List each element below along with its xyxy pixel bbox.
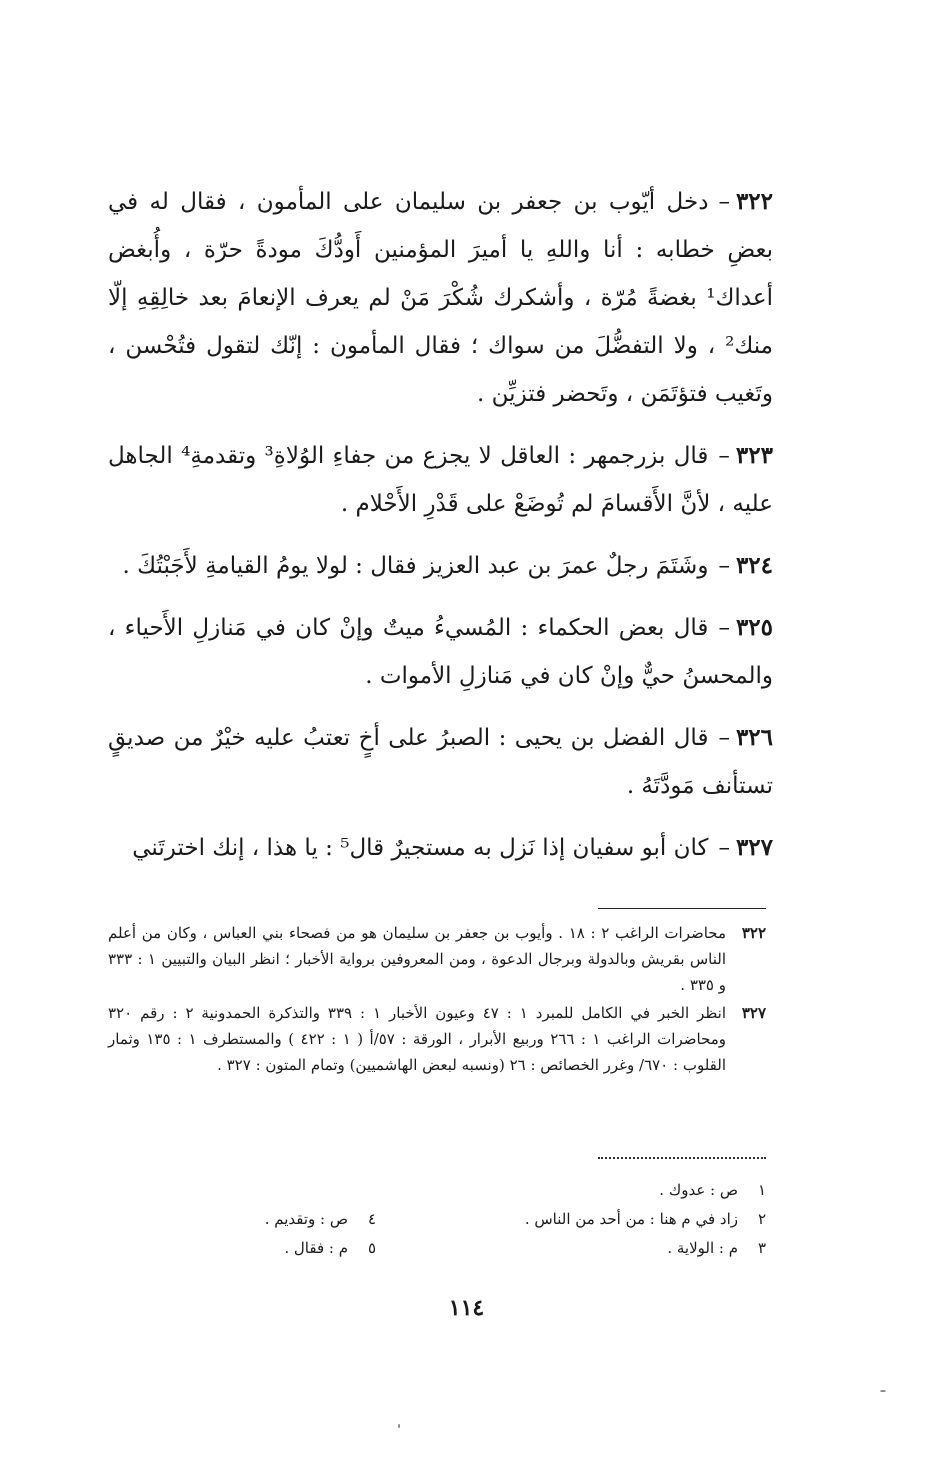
variant-number: ٤ [367, 1210, 376, 1228]
paragraph-text: دخل أيّوب بن جعفر بن سليمان على المأمون ، فقال له في بعضِ خطابه : أنا واللهِ يا أميرَ المؤمنين أَودُّكَ مودةً حرّة ، وأُبغض أعداك¹ بغضةً مُرّة ، وأشكرك شُكْرَ مَنْ لم يعرف الإنعامَ بعد خالِقِهِ إلّا منك² ، ولا التفضُّلَ من سواك ؛ فقال المأمون : إنّك لتقول فتُحْسن ، وتَغيب فتؤتَمَن ، وتَحضر فتزيِّن . [108, 189, 773, 407]
paragraph-323 [108, 432, 773, 528]
paragraph-number: ٣٢٧ [735, 834, 773, 861]
paragraph-text: قال الفضل بن يحيى : الصبرُ على أخٍ تعتبُ عليه خيْرٌ من صديقٍ تستأنف مَودَّتَهُ . [108, 725, 773, 799]
paragraph-number: ٣٢٥ [735, 614, 773, 641]
paragraph-dash: – [718, 189, 730, 215]
variant-text: زاد في م هنا : من أحد من الناس . [524, 1210, 738, 1228]
source-note [108, 920, 766, 998]
note-text: انظر الخبر في الكامل للمبرد ١ : ٤٧ وعيون الأخبار ١ : ٣٣٩ والتذكرة الحمدونية ٢ : رقم ٣٢٠ ومحاضرات الراغب ١ : ٢٦٦ وربيع الأبرار ، الورقة : ٥٧/أ ( ١ : ٤٢٢ ) والمستطرف ١ : ١٣٥ وثمار القلوب : ٦٧٠/ وغرر الخصائص : ٢٦ (ونسبه لبعض الهاشميين) وتمام المتون : ٣٢٧ . [108, 1004, 727, 1074]
variant-text: ص : وتقديم . [264, 1210, 348, 1228]
scan-speck [398, 1424, 400, 1428]
paragraph-324 [108, 542, 773, 590]
variant-item [284, 1234, 376, 1262]
paragraph-text: قال بزرجمهر : العاقل لا يجزع من جفاءِ الوُلاةِ³ وتقدمةِ⁴ الجاهل عليه ، لأنَّ الأَقسامَ لم تُوضَعْ على قَدْرِ الأَحْلام . [108, 443, 773, 517]
footnote-divider [598, 908, 766, 909]
variant-readings [200, 1176, 766, 1266]
paragraph-dash: – [718, 443, 730, 469]
paragraph-dash: – [718, 615, 730, 641]
source-note [108, 1000, 766, 1078]
paragraph-text: كان أبو سفيان إذا نَزل به مستجيرٌ قال⁵ : يا هذا ، إنك اخترتَني [132, 835, 709, 861]
paragraph-text: قال بعض الحكماء : المُسيءُ ميتٌ وإنْ كان في مَنازلِ الأَحياء ، والمحسنُ حيٌّ وإنْ كان في مَنازلِ الأموات . [108, 615, 773, 689]
scan-speck [880, 1390, 886, 1392]
paragraph-327 [108, 824, 773, 872]
note-text: محاضرات الراغب ٢ : ١٨ . وأيوب بن جعفر بن سليمان هو من فصحاء بني العباس ، وكان من أعلم الناس بقريش وبالدولة وبرجال الدعوة ، ومن المعروفين برواية الأخبار ؛ انظر البيان والتبيين ١ : ٣٣٣ و ٣٣٥ . [108, 924, 727, 994]
main-text [108, 178, 773, 886]
paragraph-number: ٣٢٣ [735, 442, 773, 469]
paragraph-number: ٣٢٦ [735, 724, 773, 751]
paragraph-number: ٣٢٢ [735, 188, 773, 215]
paragraph-325 [108, 604, 773, 700]
paragraph-number: ٣٢٤ [735, 552, 773, 579]
variants-divider [598, 1157, 766, 1159]
paragraph-dash: – [718, 835, 730, 861]
variant-text: م : الولاية . [667, 1239, 738, 1257]
page-number: ١١٤ [448, 1295, 485, 1321]
variant-item [525, 1205, 766, 1233]
note-number: ٣٢٢ [741, 924, 766, 942]
paragraph-326 [108, 714, 773, 810]
paragraph-dash: – [718, 553, 730, 579]
variant-number: ٥ [367, 1239, 376, 1257]
variant-number: ٣ [757, 1239, 766, 1257]
paragraph-text: وشَتَمَ رجلٌ عمرَ بن عبد العزيز فقال : لولا يومُ القيامةِ لأَجَبْتُكَ . [122, 553, 709, 579]
variant-item [265, 1205, 376, 1233]
source-notes [108, 920, 766, 1080]
variant-text: ص : عدوك . [659, 1181, 738, 1199]
variant-number: ٢ [757, 1210, 766, 1228]
variant-item [659, 1176, 766, 1204]
paragraph-dash: – [718, 725, 730, 751]
variant-item [667, 1234, 766, 1262]
paragraph-322 [108, 178, 773, 418]
variant-number: ١ [757, 1181, 766, 1199]
variant-text: م : فقال . [284, 1239, 348, 1257]
note-number: ٣٢٧ [741, 1004, 766, 1022]
